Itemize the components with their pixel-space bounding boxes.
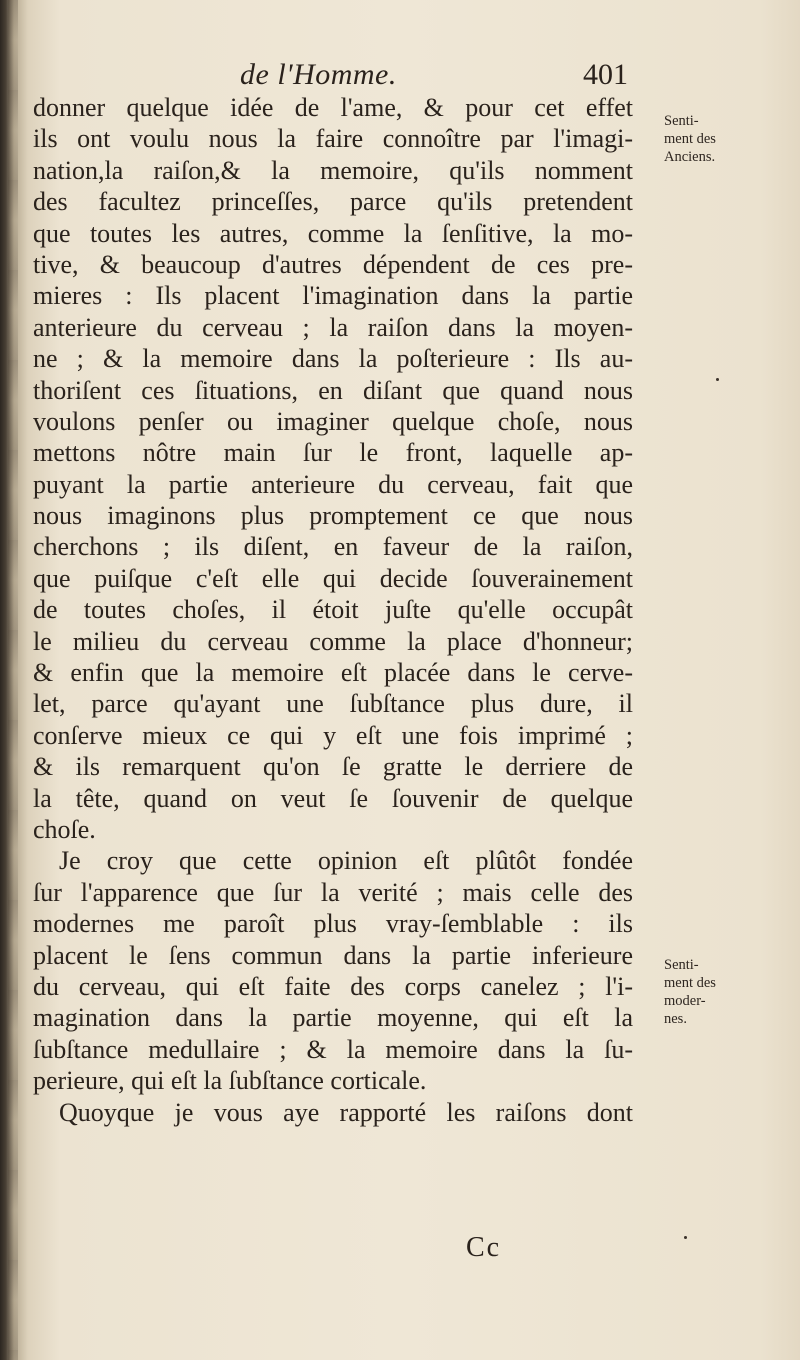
text-line: ils ont voulu nous la faire connoître par l'imagi-	[33, 124, 633, 154]
text-line: tive, & beaucoup d'autres dépendent de ces pre-	[33, 249, 633, 279]
text-line: mieres : Ils placent l'imagination dans la partie	[33, 281, 633, 311]
text-line: donner quelque idée de l'ame, & pour cet effet	[33, 93, 633, 122]
ink-speck	[684, 1236, 687, 1239]
margin-note-line: moder-	[664, 993, 706, 1009]
text-line: nation,la raiſon,& la memoire, qu'ils nomment	[33, 155, 633, 185]
text-line: choſe.	[33, 814, 96, 844]
text-line: let, parce qu'ayant une ſubſtance plus dure, il	[33, 689, 633, 719]
margin-note-ancients	[664, 112, 716, 166]
text-line: modernes me paroît plus vray-ſemblable : ils	[33, 909, 633, 939]
text-line: que puiſque c'eſt elle qui decide ſouverainement	[33, 563, 633, 593]
text-line: de toutes choſes, il étoit juſte qu'elle occupât	[33, 595, 633, 625]
ink-speck	[716, 378, 719, 381]
margin-note-line: Senti-	[664, 957, 699, 973]
binding-gutter	[8, 0, 18, 1360]
margin-note-line: nes.	[664, 1011, 687, 1027]
text-line: thoriſent ces ſituations, en diſant que quand nous	[33, 375, 633, 405]
page-number: 401	[583, 58, 628, 91]
text-line: la tête, quand on veut ſe ſouvenir de quelque	[33, 783, 633, 813]
text-line: & ils remarquent qu'on ſe gratte le derriere de	[33, 752, 633, 782]
text-line: ſur l'apparence que ſur la verité ; mais celle des	[33, 877, 633, 907]
margin-note-line: ment des	[664, 975, 716, 991]
text-line: voulons penſer ou imaginer quelque choſe, nous	[33, 406, 633, 436]
text-line: cherchons ; ils diſent, en faveur de la raiſon,	[33, 532, 633, 562]
text-line: & enfin que la memoire eſt placée dans le cerve-	[33, 658, 633, 688]
text-line: anterieure du cerveau ; la raiſon dans la moyen-	[33, 312, 633, 342]
paragraph-start-line: Quoyque je vous aye rapporté les raiſons dont	[59, 1097, 633, 1127]
margin-note-line: ment des	[664, 131, 716, 147]
text-line: nous imaginons plus promptement ce que nous	[33, 501, 633, 531]
paragraph-start-line: Je croy que cette opinion eſt plûtôt fondée	[59, 846, 633, 876]
text-line: mettons nôtre main ſur le front, laquelle ap-	[33, 438, 633, 468]
body-text	[33, 92, 633, 1128]
margin-note-line: Senti-	[664, 113, 699, 129]
text-line: ne ; & la memoire dans la poſterieure : Ils au-	[33, 344, 633, 374]
margin-note-line: Anciens.	[664, 149, 716, 165]
text-line: le milieu du cerveau comme la place d'honneur;	[33, 626, 633, 656]
text-line: conſerve mieux ce qui y eſt une fois imprimé ;	[33, 720, 633, 750]
text-line: magination dans la partie moyenne, qui eſt la	[33, 1003, 633, 1033]
margin-note-moderns	[664, 956, 716, 1028]
running-head: de l'Homme.	[240, 58, 397, 91]
text-line: des facultez princeſſes, parce qu'ils pretendent	[33, 187, 633, 217]
text-line: ſubſtance medullaire ; & la memoire dans la ſu-	[33, 1034, 633, 1064]
text-line: placent le ſens commun dans la partie inferieure	[33, 940, 633, 970]
text-line: que toutes les autres, comme la ſenſitive, la mo-	[33, 218, 633, 248]
text-line: puyant la partie anterieure du cerveau, fait que	[33, 469, 633, 499]
text-line: perieure, qui eſt la ſubſtance corticale.	[33, 1066, 427, 1096]
text-line: du cerveau, qui eſt faite des corps canelez ; l'i-	[33, 971, 633, 1001]
signature-mark: Cc	[466, 1232, 502, 1263]
